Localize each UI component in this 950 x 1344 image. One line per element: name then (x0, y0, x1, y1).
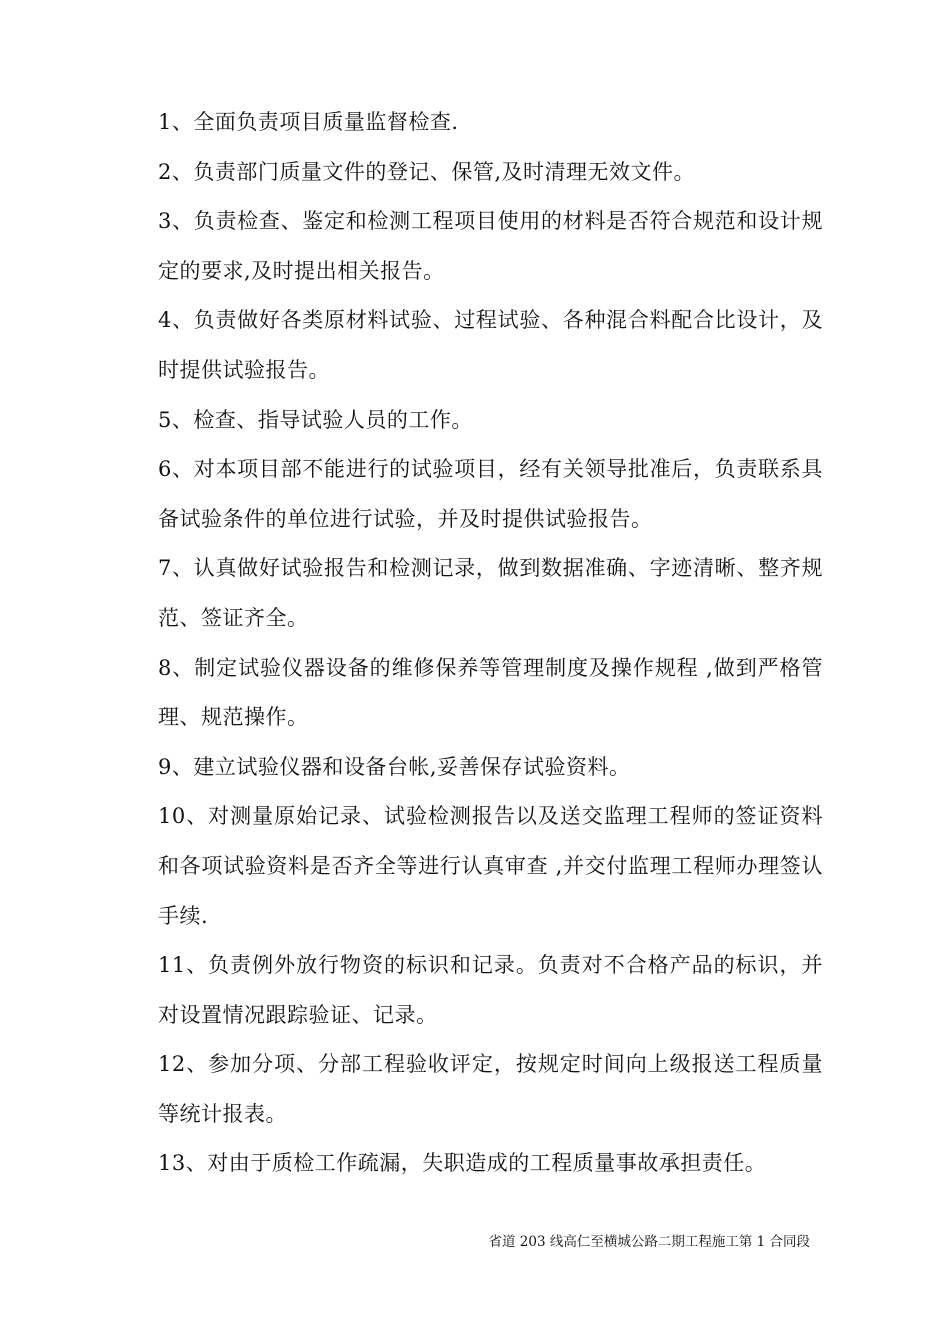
duty-item-9: 9、建立试验仪器和设备台帐,妥善保存试验资料。 (158, 754, 631, 779)
duty-list (158, 98, 823, 1189)
duty-item-7: 7、认真做好试验报告和检测记录，做到数据准确、字迹清晰、整齐规范、签证齐全。 (158, 556, 823, 630)
duty-item-4: 4、负责做好各类原材料试验、过程试验、各种混合料配合比设计，及时提供试验报告。 (158, 308, 823, 382)
duty-item-8: 8、制定试验仪器设备的维修保养等管理制度及操作规程 ,做到严格管理、规范操作。 (158, 655, 823, 730)
duty-item-3: 3、负责检查、鉴定和检测工程项目使用的材料是否符合规范和设计规定的要求,及时提出相关报告。 (158, 209, 823, 283)
duty-item-1: 1、全面负责项目质量监督检查. (158, 110, 459, 134)
duty-item-2: 2、负责部门质量文件的登记、保管,及时清理无效文件。 (158, 159, 696, 184)
duty-item-5: 5、检查、指导试验人员的工作。 (158, 407, 473, 432)
duty-item-11: 11、负责例外放行物资的标识和记录。负责对不合格产品的标识，并对设置情况跟踪验证、记录。 (158, 953, 823, 1027)
duty-item-10: 10、对测量原始记录、试验检测报告以及送交监理工程师的签证资料和各项试验资料是否齐全等进行认真审查 ,并交付监理工程师办理签认手续. (158, 804, 823, 928)
page-footer: 省道 203 线高仁至横城公路二期工程施工第 1 合同段 (488, 1234, 810, 1250)
duty-item-13: 13、对由于质检工作疏漏，失职造成的工程质量事故承担责任。 (158, 1151, 767, 1176)
duty-item-12: 12、参加分项、分部工程验收评定，按规定时间向上级报送工程质量等统计报表。 (158, 1052, 823, 1126)
duty-item-6: 6、对本项目部不能进行的试验项目，经有关领导批准后，负责联系具备试验条件的单位进行试验，并及时提供试验报告。 (158, 457, 823, 531)
